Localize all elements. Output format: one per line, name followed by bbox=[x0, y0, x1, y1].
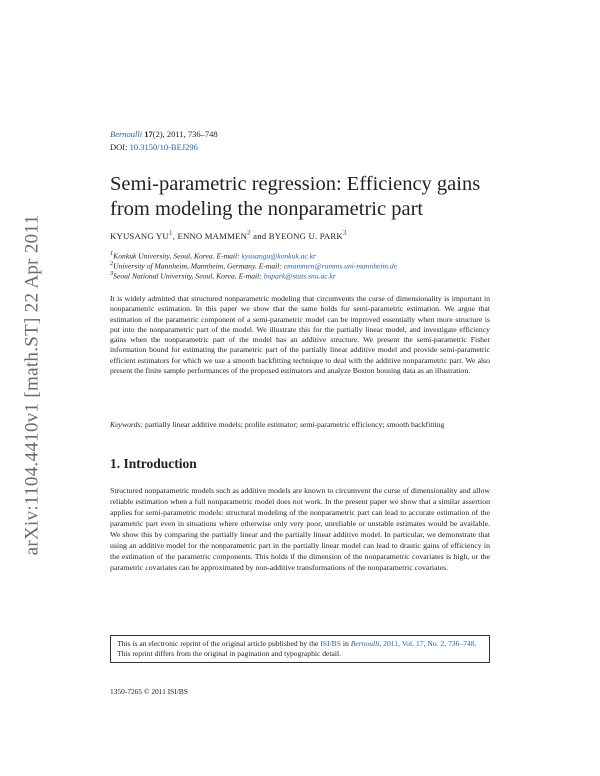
notice-text-pre: This is an electronic reprint of the original article published by the bbox=[117, 639, 321, 648]
introduction-paragraph: Structured nonparametric models such as additive models are known to circumvent the curse of dimensionality and allow reliable estimation when a full nonparametric model does not work. In the present paper we show that a similar assertion applies for semi-parametric models: structural modeling of the nonparametric part can lead to accurate estimation of the parametric part even in situations where otherwise only very poor, unreliable or unstable estimates would be available. We show this by comparing the partially linear and the partially linear additive model. In particular, we demonstrate that using an additive model for the nonparametric part in the partially linear model can lead to drastic gains of efficiency in the estimation of the parametric components. This holds if the dimension of the nonparametric covariates is high, or the parametric covariates can be approximated by non-additive transformations of the nonparametric covariates. bbox=[110, 486, 490, 572]
journal-issue-pages: (2), 2011, 736–748 bbox=[152, 129, 218, 139]
journal-volume: 17 bbox=[144, 129, 153, 139]
keywords-label: Keywords: bbox=[110, 420, 144, 429]
bernoulli-link[interactable]: Bernoulli bbox=[350, 639, 380, 648]
author-name: KYUSANG YU bbox=[110, 230, 169, 241]
paper-title bbox=[110, 172, 510, 222]
arxiv-sidebar bbox=[12, 170, 52, 600]
author-email-link[interactable]: kyusangu@konkuk.ac.kr bbox=[241, 251, 317, 261]
title-line-1: Semi-parametric regression: Efficiency gains bbox=[110, 173, 481, 195]
doi-line bbox=[110, 142, 198, 152]
section-heading-introduction: 1. Introduction bbox=[110, 456, 197, 471]
journal-citation bbox=[110, 129, 218, 139]
author-list bbox=[110, 229, 347, 241]
affiliation-1 bbox=[110, 250, 316, 261]
notice-text-mid: in bbox=[340, 639, 351, 648]
affiliation-text: University of Mannheim, Mannheim, Germany. E-mail: bbox=[113, 261, 284, 271]
doi-label: DOI: bbox=[110, 142, 130, 152]
author-name: BYEONG U. PARK bbox=[268, 230, 343, 241]
journal-name-link[interactable]: Bernoulli bbox=[110, 129, 143, 139]
arxiv-identifier: arXiv:1104.4410v1 [math.ST] 22 Apr 2011 bbox=[21, 214, 42, 556]
author-affiliation-marker[interactable]: 2 bbox=[246, 229, 251, 237]
affiliation-text: Seoul National University, Seoul, Korea. E-mail: bbox=[113, 271, 264, 281]
keywords-text: partially linear additive models; profile estimator; semi-parametric efficiency; smooth backfitting bbox=[143, 420, 445, 429]
doi-link[interactable]: 10.3150/10-BEJ296 bbox=[129, 142, 198, 152]
reprint-notice bbox=[110, 635, 490, 663]
affiliation-marker: 2 bbox=[110, 260, 114, 267]
affiliation-marker: 3 bbox=[110, 270, 114, 277]
affiliation-2 bbox=[110, 260, 397, 271]
copyright-footer: 1350-7265 © 2011 ISI/BS bbox=[110, 687, 188, 696]
author-affiliation-marker[interactable]: 1 bbox=[168, 229, 173, 237]
author-name: ENNO MAMMEN bbox=[177, 230, 247, 241]
abstract: It is widely admitted that structured nonparametric modeling that circumvents the curse of dimensionality is important in nonparametric estimation. In this paper we show that the same holds for semi-parametric estimation. We argue that estimation of the parametric component of a semi-parametric model can be improved essentially when more structure is put into the nonparametric part of the model. We illustrate this for the partially linear model, and investigate efficiency gains when the nonparametric part of the model has an additive structure. We present the semi-parametric Fisher information bound for estimating the parametric part of the partially linear additive model and provide semi-parametric efficient estimators for which we use a smooth backfitting technique to deal with the additive nonparametric part. We also present the finite sample performances of the proposed estimators and analyze Boston housing data as an illustration. bbox=[110, 294, 490, 376]
author-affiliation-marker[interactable]: 3 bbox=[342, 229, 347, 237]
keywords bbox=[110, 420, 490, 430]
isi-bs-link[interactable]: ISI/BS bbox=[320, 639, 341, 648]
title-line-2: from modeling the nonparametric part bbox=[110, 198, 424, 220]
affiliation-3 bbox=[110, 270, 336, 281]
author-separator: , bbox=[172, 230, 178, 241]
author-email-link[interactable]: bupark@stats.snu.ac.kr bbox=[263, 271, 336, 281]
author-email-link[interactable]: emammen@rumms.uni-mannheim.de bbox=[283, 261, 398, 271]
notice-text-post: . This reprint differs from the original in pagination and typographic detail. bbox=[117, 639, 477, 659]
affiliation-text: Konkuk University, Seoul, Korea. E-mail: bbox=[113, 251, 242, 261]
affiliation-marker: 1 bbox=[110, 250, 114, 257]
citation-link[interactable]: , 2011, Vol. 17, No. 2, 736–748 bbox=[379, 639, 475, 648]
author-separator: and bbox=[250, 230, 269, 241]
